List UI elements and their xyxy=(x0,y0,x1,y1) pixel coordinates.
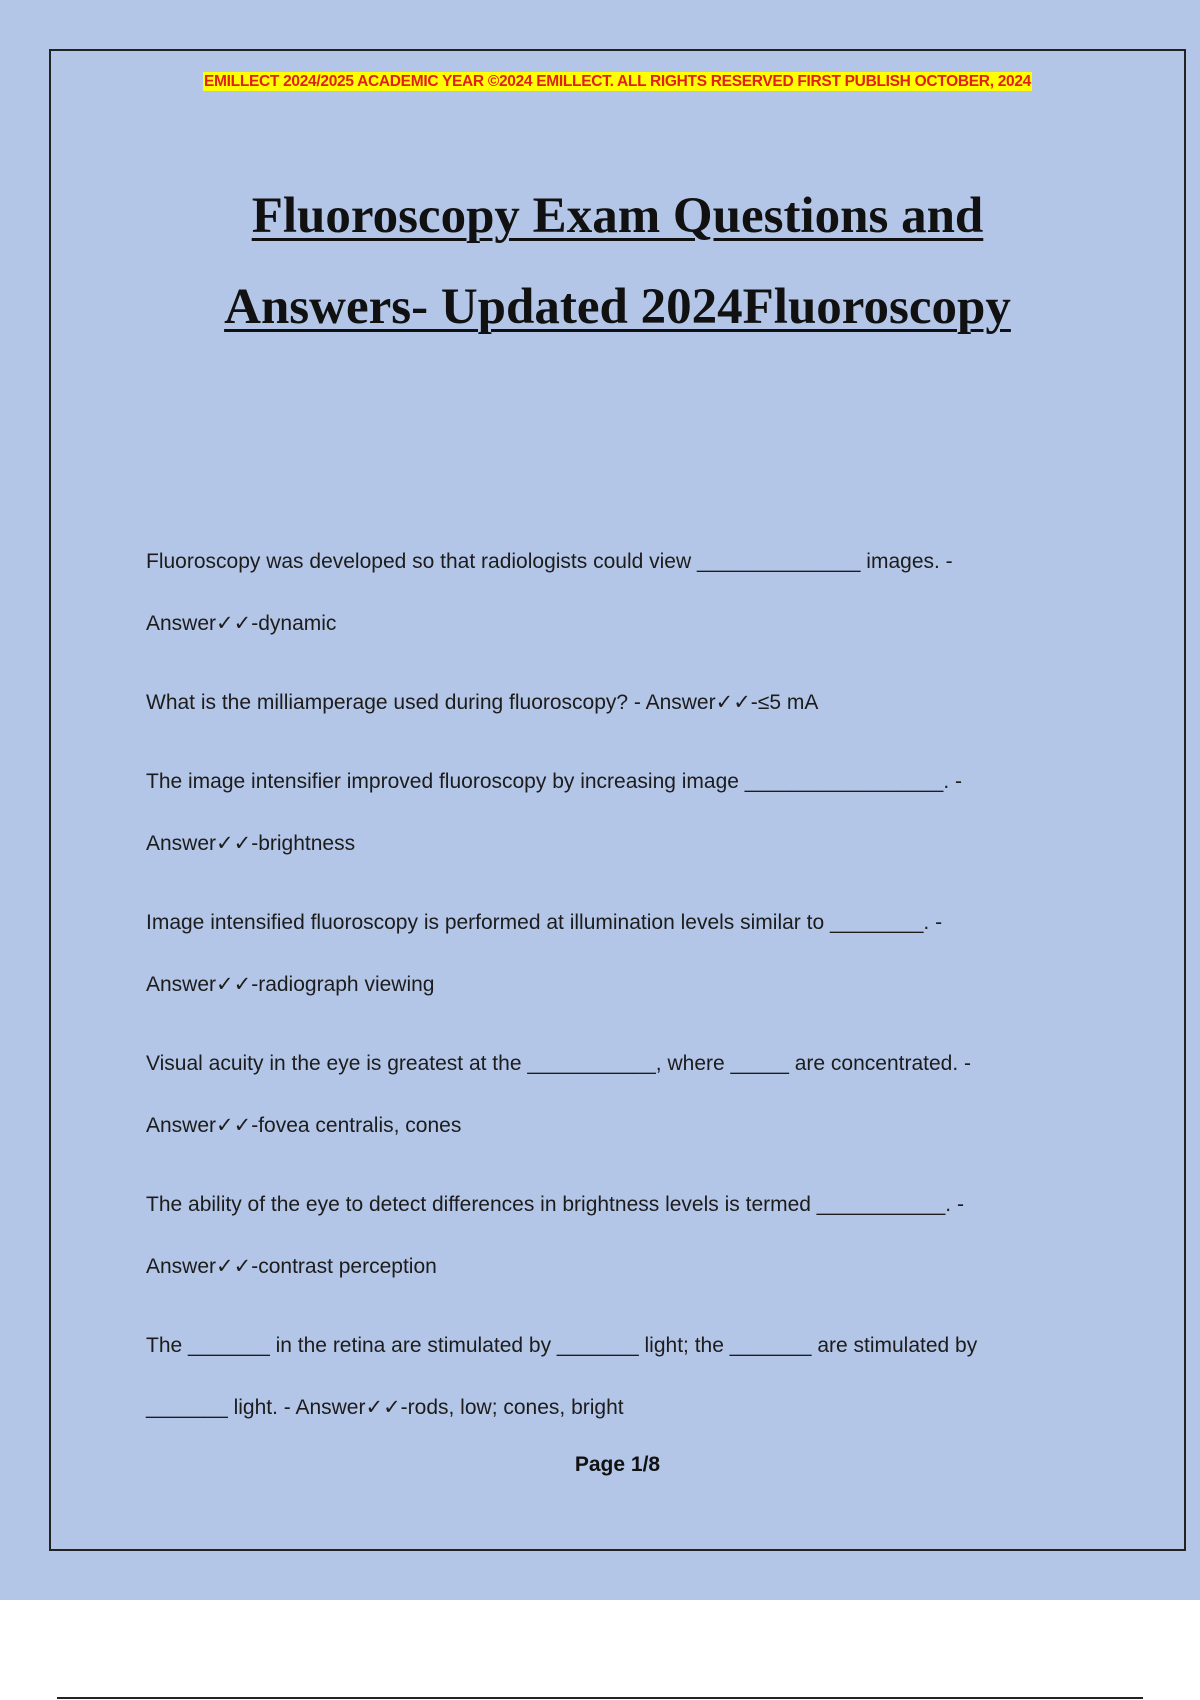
question-text: Visual acuity in the eye is greatest at the ___________, where _____ are concentrated. - xyxy=(146,1052,971,1075)
qa-item xyxy=(146,531,1106,655)
document-title xyxy=(51,171,1184,353)
answer-text: Answer✓✓-brightness xyxy=(146,832,356,855)
answer-text: Answer✓✓-dynamic xyxy=(146,612,337,635)
qa-item xyxy=(146,672,1106,734)
page-frame xyxy=(49,49,1186,1551)
qa-item xyxy=(146,892,1106,1016)
qa-item xyxy=(146,1315,1106,1439)
title-line-1: Fluoroscopy Exam Questions and xyxy=(251,188,984,244)
answer-text: Answer✓✓-contrast perception xyxy=(146,1255,437,1278)
copyright-banner xyxy=(51,73,1184,91)
question-answer-list xyxy=(146,531,1106,1456)
question-text: The _______ in the retina are stimulated by _______ light; the _______ are stimulated by xyxy=(146,1334,978,1357)
question-text: The ability of the eye to detect differences in brightness levels is termed ___________. - xyxy=(146,1193,964,1216)
divider xyxy=(57,1697,1143,1699)
qa-item xyxy=(146,1033,1106,1157)
question-text: The image intensifier improved fluoroscopy by increasing image _________________. - xyxy=(146,770,962,793)
answer-text: _______ light. - Answer✓✓-rods, low; cones, bright xyxy=(146,1396,624,1419)
answer-text: Answer✓✓-radiograph viewing xyxy=(146,973,435,996)
answer-text: Answer✓✓-fovea centralis, cones xyxy=(146,1114,462,1137)
qa-item xyxy=(146,1174,1106,1298)
page-number: Page 1/8 xyxy=(574,1453,661,1476)
qa-item xyxy=(146,751,1106,875)
question-text: What is the milliamperage used during fluoroscopy? - Answer✓✓-≤5 mA xyxy=(146,691,819,714)
title-line-2: Answers- Updated 2024Fluoroscopy xyxy=(224,279,1011,335)
copyright-banner-text: EMILLECT 2024/2025 ACADEMIC YEAR ©2024 EMILLECT. ALL RIGHTS RESERVED FIRST PUBLISH OCTOBER, 2024 xyxy=(204,73,1031,90)
question-text: Fluoroscopy was developed so that radiologists could view ______________ images. - xyxy=(146,550,953,573)
question-text: Image intensified fluoroscopy is performed at illumination levels similar to ________. - xyxy=(146,911,943,934)
